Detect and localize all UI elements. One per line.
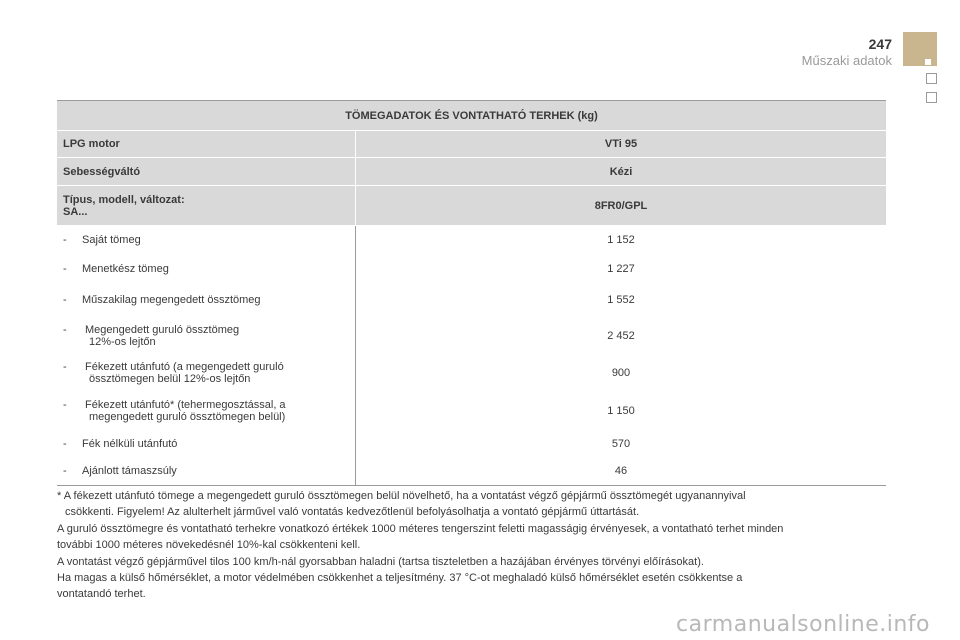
- row-value: 2 452: [607, 329, 635, 342]
- note-paragraph: A vontatást végző gépjárművel tilos 100 km/h-nál gyorsabban haladni (tartsa tiszteletben a hazájában érvényes törvényi előírásokat).: [57, 555, 704, 568]
- note-paragraph: Ha magas a külső hőmérséklet, a motor védelmében csökkenhet a teljesítmény. 37 °C-ot meghaladó külső hőmérséklet esetén csökkentse a: [57, 572, 743, 585]
- row-label: - Megengedett guruló össztömeg 12%-os lejtőn: [57, 317, 356, 355]
- chapter-square-2: [926, 92, 937, 103]
- table-row: [57, 186, 886, 226]
- head-label-line: Típus, modell, változat:: [63, 193, 185, 206]
- note-paragraph: további 1000 méteres növekedésnél 10%-kal csökkenteni kell.: [57, 539, 361, 552]
- page-number: 247: [868, 36, 892, 52]
- chapter-tab: [903, 32, 937, 66]
- table-row: [57, 255, 886, 283]
- chapter-square-1: [926, 73, 937, 84]
- row-label: - Műszakilag megengedett össztömeg: [57, 283, 356, 317]
- row-value: 1 227: [607, 262, 635, 275]
- table-row: [57, 392, 886, 430]
- head-label: Sebességváltó: [57, 158, 356, 186]
- row-label: - Saját tömeg: [57, 226, 356, 255]
- notes: [57, 488, 897, 603]
- row-value: 1 552: [607, 293, 635, 306]
- note-paragraph: vontatandó terhet.: [57, 588, 146, 601]
- table-title: TÖMEGADATOK ÉS VONTATHATÓ TERHEK (kg): [57, 101, 886, 131]
- row-value: 570: [611, 437, 631, 450]
- head-label-line: SA...: [63, 205, 88, 218]
- note-paragraph: A guruló össztömegre és vontatható terhekre vonatkozó értékek 1000 méteres tengerszint feletti magasságig érvényesek, a vontatható terhet minden: [57, 522, 784, 535]
- footnote-continued: csökkenti. Figyelem! Az alulterhelt járművel való vontatás kedvezőtlenül befolyásolhatja a vontató gépjármű úttartását.: [65, 506, 640, 519]
- row-label: - Fék nélküli utánfutó: [57, 430, 356, 458]
- row-label: - Ajánlott támaszsúly: [57, 458, 356, 486]
- table-row: [57, 226, 886, 255]
- head-value: Kézi: [356, 158, 887, 186]
- table-row: [57, 131, 886, 158]
- row-value: 1 150: [607, 404, 635, 417]
- table-row: [57, 283, 886, 317]
- table-row: [57, 355, 886, 392]
- table-row: [57, 430, 886, 458]
- head-value: 8FR0/GPL: [356, 186, 887, 226]
- row-label: - Fékezett utánfutó (a megengedett guruló össztömegen belül 12%-os lejtőn: [57, 355, 356, 392]
- watermark: carmanualsonline.info: [676, 612, 930, 637]
- row-label: - Menetkész tömeg: [57, 255, 356, 283]
- row-value: 46: [356, 458, 887, 486]
- weights-table: [57, 100, 886, 486]
- head-label: [57, 186, 356, 226]
- head-label: LPG motor: [57, 131, 356, 158]
- row-label: - Fékezett utánfutó* (tehermegosztással, a megengedett guruló össztömegen belül): [57, 392, 356, 430]
- table-row: [57, 317, 886, 355]
- table-row: [57, 158, 886, 186]
- table-row: [57, 458, 886, 486]
- row-value: 900: [611, 367, 631, 379]
- chapter-tab-marker: [925, 59, 931, 65]
- head-value: VTi 95: [356, 131, 887, 158]
- section-title: Műszaki adatok: [801, 53, 892, 68]
- row-value: 1 152: [607, 234, 635, 247]
- footnote: * A fékezett utánfutó tömege a megengedett guruló össztömegen belül növelhető, ha a vontatást végző gépjármű össztömegét ugyanannyival: [57, 490, 746, 502]
